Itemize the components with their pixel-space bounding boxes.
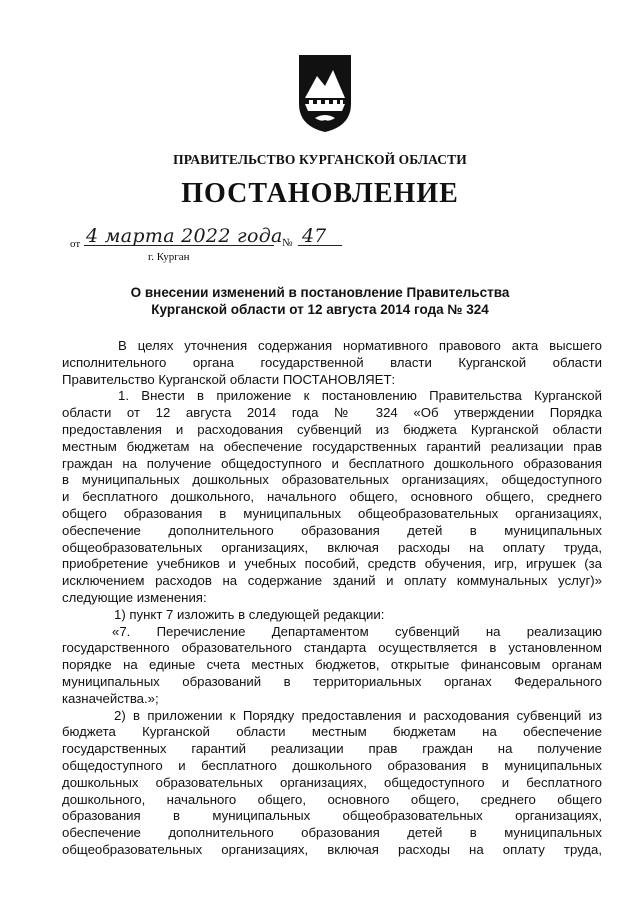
handwritten-number: 47 bbox=[302, 225, 327, 247]
body-line: предоставления и расходования субвенций из бюджета Курганской области bbox=[62, 421, 602, 437]
date-prefix: от bbox=[70, 238, 81, 250]
document-body bbox=[62, 338, 602, 859]
body-line: государственных гарантий реализации прав граждан на получение bbox=[62, 741, 602, 757]
body-line: общедоступного и бесплатного дошкольного образования в муниципальных bbox=[62, 757, 602, 773]
document-subject bbox=[0, 284, 640, 318]
body-line: казначейства.»; bbox=[62, 690, 159, 706]
body-line: дошкольного, начального общего, основного общего, среднего общего bbox=[62, 791, 602, 807]
coat-of-arms-emblem bbox=[295, 52, 355, 134]
body-line: 1) пункт 7 изложить в следующей редакции: bbox=[114, 606, 385, 622]
handwritten-date: 4 марта 2022 года bbox=[86, 225, 283, 247]
body-line: в муниципальных дошкольных образовательных организациях, общедоступного bbox=[62, 472, 602, 488]
body-line: обеспечение дополнительного образования детей в муниципальных bbox=[62, 825, 602, 841]
body-line: дошкольных образовательных организациях, общедоступного и бесплатного bbox=[62, 774, 602, 790]
body-line: бюджета Курганской области местным бюджетам на обеспечение bbox=[62, 724, 602, 740]
body-line: исполнительного органа государственной власти Курганской области bbox=[62, 354, 602, 370]
body-line: приобретение учебников и учебных пособий, средств обучения, игр, игрушек (за bbox=[62, 556, 602, 572]
city-label: г. Курган bbox=[148, 251, 190, 263]
body-line: общеобразовательных организациях, включая расходы на оплату труда, bbox=[62, 841, 602, 857]
subject-line: О внесении изменений в постановление Правительства bbox=[130, 285, 510, 300]
document-type-title: ПОСТАНОВЛЕНИЕ bbox=[181, 178, 459, 209]
body-line: исключением расходов на содержание зданий и оплату коммунальных услуг)» bbox=[62, 573, 602, 589]
number-sign: № bbox=[282, 237, 293, 249]
government-name: ПРАВИТЕЛЬСТВО КУРГАНСКОЙ ОБЛАСТИ bbox=[173, 152, 467, 167]
body-line: местным бюджетам на обеспечение государственных гарантий реализации прав bbox=[62, 438, 602, 454]
body-line: муниципальных образований в территориальных органах Федерального bbox=[62, 673, 602, 689]
body-line: 2) в приложении к Порядку предоставления и расходования субвенций из bbox=[114, 707, 602, 723]
date-number-line bbox=[70, 225, 370, 265]
body-line: следующие изменения: bbox=[62, 589, 207, 605]
body-line: граждан на получение общедоступного и бесплатного дошкольного образования bbox=[62, 455, 602, 471]
body-line: порядке на единые счета местных бюджетов, открытые финансовым органам bbox=[62, 657, 602, 673]
body-line: области от 12 августа 2014 года № 324 «Об утверждении Порядка bbox=[62, 405, 602, 421]
body-line: Правительство Курганской области ПОСТАНОВЛЯЕТ: bbox=[62, 371, 396, 387]
body-line: и бесплатного дошкольного, начального общего, основного общего, среднего bbox=[62, 489, 602, 505]
date-underline bbox=[84, 245, 274, 246]
body-line: В целях уточнения содержания нормативного правового акта высшего bbox=[118, 338, 602, 353]
body-line: обеспечение дополнительного образования детей в муниципальных bbox=[62, 522, 602, 538]
body-line: государственного образовательного стандарта осуществляется в установленном bbox=[62, 640, 602, 656]
subject-line: Курганской области от 12 августа 2014 года № 324 bbox=[151, 302, 489, 317]
number-underline bbox=[298, 245, 342, 246]
body-line: 1. Внести в приложение к постановлению Правительства Курганской bbox=[118, 388, 602, 404]
body-line: общеобразовательных организациях, включая расходы на оплату труда, bbox=[62, 539, 602, 555]
body-line: «7. Перечисление Департаментом субвенций на реализацию bbox=[112, 623, 602, 639]
body-line: общего образования в муниципальных общеобразовательных организациях, bbox=[62, 505, 602, 521]
body-line: образования в муниципальных общеобразовательных организациях, bbox=[62, 808, 602, 824]
